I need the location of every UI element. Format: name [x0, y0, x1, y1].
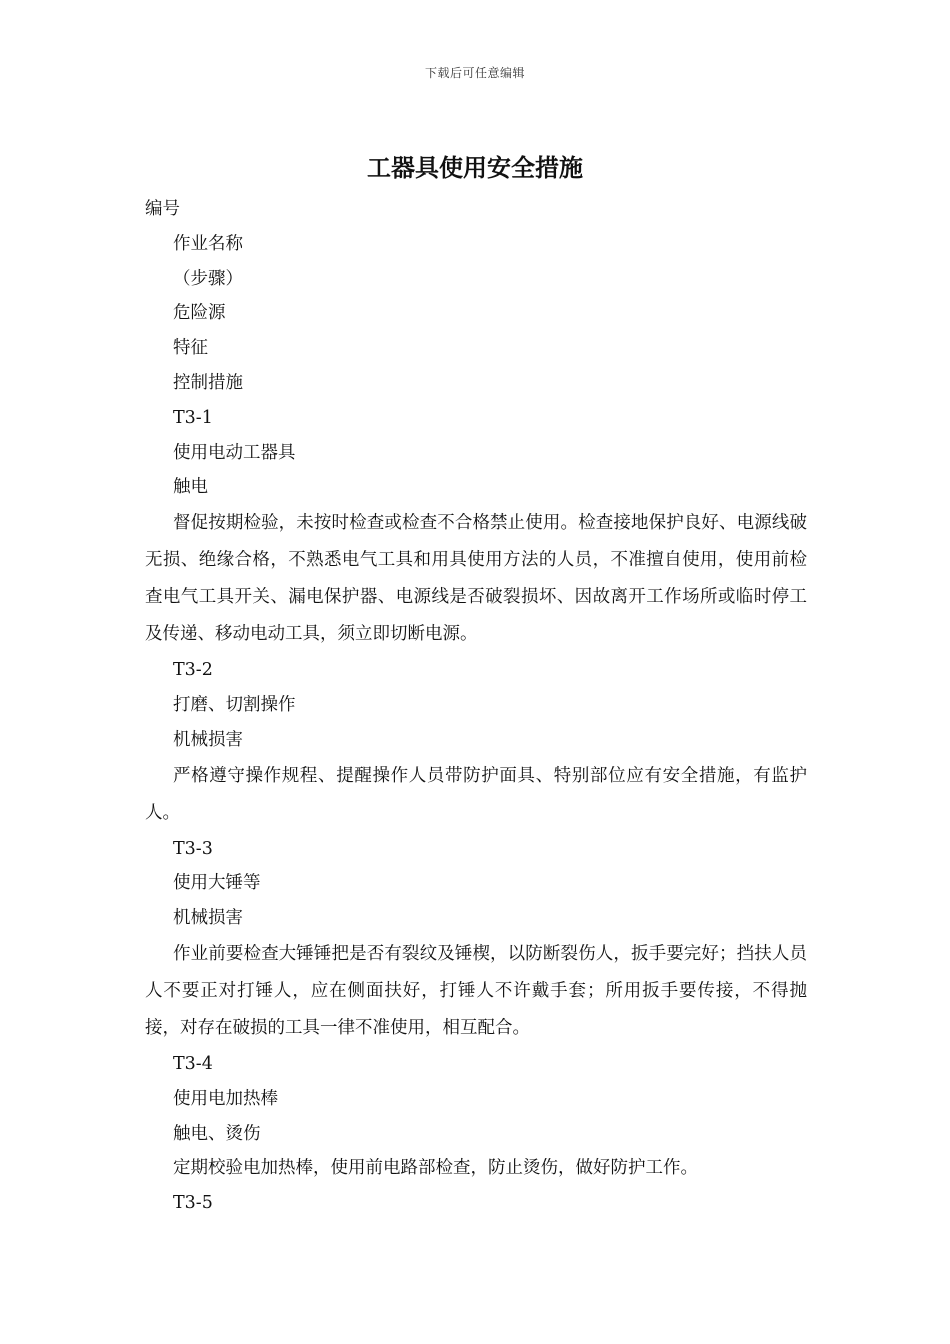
entry-code: T3-2: [173, 660, 213, 681]
document-title: 工器具使用安全措施: [367, 153, 583, 182]
entry-code-last: T3-5: [173, 1193, 213, 1214]
entry-task: 使用电加热棒: [173, 1088, 278, 1109]
entry-risk: 机械损害: [173, 729, 243, 750]
entry-task: 打磨、切割操作: [173, 694, 296, 715]
entry-code: T3-1: [173, 407, 213, 428]
entry-code: T3-3: [173, 838, 213, 859]
entry-risk: 触电、烫伤: [173, 1123, 261, 1144]
entry-task: 使用电动工器具: [173, 442, 296, 463]
page-header-note: 下载后可任意编辑: [424, 66, 525, 80]
field-control: 控制措施: [173, 372, 243, 393]
entry-risk: 触电: [173, 477, 208, 498]
entry-measure: 督促按期检验，未按时检查或检查不合格禁止使用。检查接地保护良好、电源线破无损、绝缘合格，不熟悉电气工具和用具使用方法的人员，不准擅自使用，使用前检查电气工具开关、漏电保护器、电源线是否破裂损坏、因故离开工作场所或临时停工及传递、移动电动工具，须立即切断电源。: [145, 513, 807, 645]
field-number: 编号: [145, 199, 180, 219]
entry-measure: 严格遵守操作规程、提醒操作人员带防护面具、特别部位应有安全措施，有监护人。: [145, 765, 807, 823]
entry-task: 使用大锤等: [173, 873, 261, 894]
entry-measure: 作业前要检查大锤锤把是否有裂纹及锤楔，以防断裂伤人，扳手要完好；挡扶人员人不要正对打锤人，应在侧面扶好，打锤人不许戴手套；所用扳手要传接，不得抛接，对存在破损的工具一律不准使用，相互配合。: [145, 943, 807, 1038]
entry-code: T3-4: [173, 1053, 213, 1074]
field-feature: 特征: [173, 338, 208, 359]
entry-risk: 机械损害: [173, 908, 243, 929]
field-job-name: 作业名称: [173, 233, 243, 254]
field-steps: （步骤）: [173, 268, 243, 289]
field-hazard: 危险源: [173, 303, 226, 324]
entry-measure: 定期校验电加热棒，使用前电路部检查，防止烫伤，做好防护工作。: [173, 1158, 698, 1179]
document-body: [145, 192, 807, 1221]
